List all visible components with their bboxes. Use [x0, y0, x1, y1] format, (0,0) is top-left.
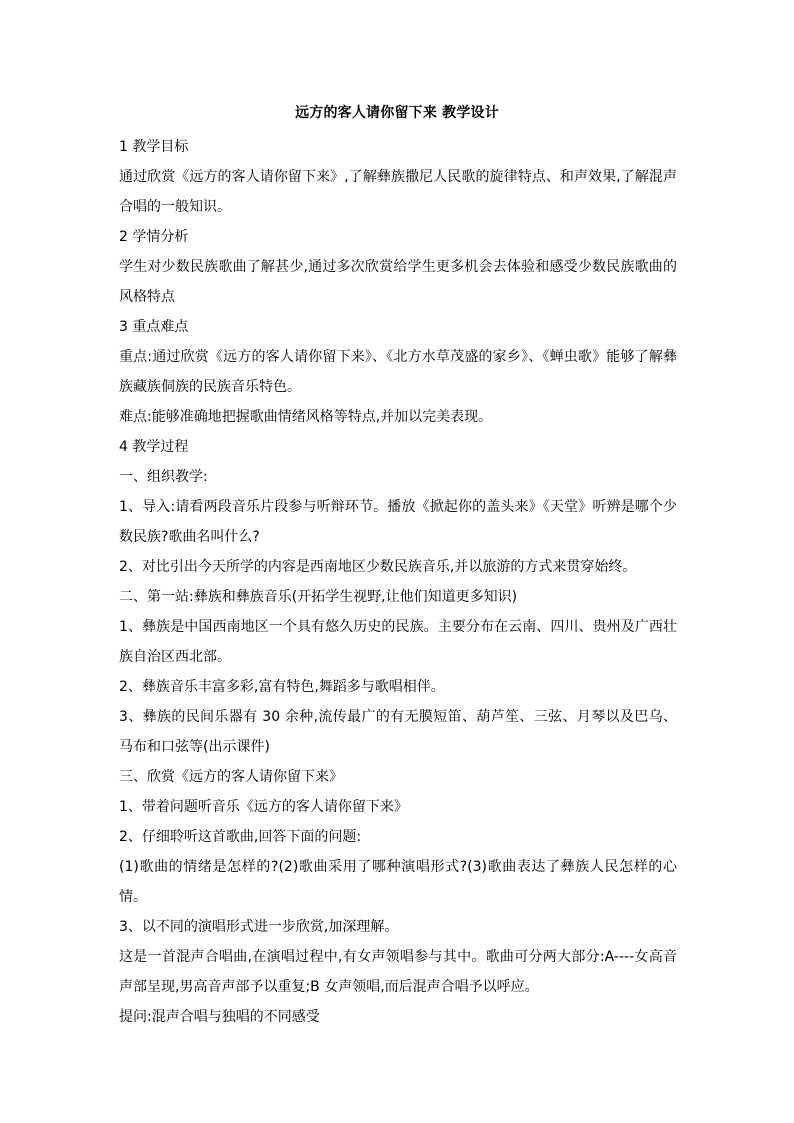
paragraph-questions: (1)歌曲的情绪是怎样的?(2)歌曲采用了哪种演唱形式?(3)歌曲表达了彝族人民怎样的心情。: [119, 859, 677, 905]
paragraph-listen-with-questions: 1、带着问题听音乐《远方的客人请你留下来》: [119, 799, 408, 815]
section-appreciation: 三、欣赏《远方的客人请你留下来》: [119, 769, 343, 785]
paragraph-teaching-goals: 通过欣赏《远方的客人请你留下来》,了解彝族撒尼人民歌的旋律特点、和声效果,了解混声合唱的一般知识。: [119, 169, 677, 215]
paragraph-difficulties: 难点:能够准确地把握歌曲情绪风格等特点,并加以完美表现。: [119, 409, 493, 425]
paragraph-key-points: 重点:通过欣赏《远方的客人请你留下来》、《北方水草茂盛的家乡》、《蝉虫歌》能够了解彝族藏族侗族的民族音乐特色。: [119, 349, 677, 395]
section-organize-teaching: 一、组织教学:: [119, 469, 208, 485]
heading-key-difficulties: 3 重点难点: [119, 319, 189, 335]
paragraph-yi-people: 1、彝族是中国西南地区一个具有悠久历史的民族。主要分布在云南、四川、贵州及广西壮族自治区西北部。: [119, 619, 677, 665]
paragraph-yi-music: 2、彝族音乐丰富多彩,富有特色,舞蹈多与歌唱相伴。: [119, 679, 445, 695]
paragraph-different-forms: 3、以不同的演唱形式进一步欣赏,加深理解。: [119, 919, 399, 935]
paragraph-comparison: 2、对比引出今天所学的内容是西南地区少数民族音乐,并以旅游的方式来贯穿始终。: [119, 559, 637, 575]
paragraph-listen-carefully: 2、仔细聆听这首歌曲,回答下面的问题:: [119, 829, 362, 845]
paragraph-yi-instruments: 3、彝族的民间乐器有 30 余种,流传最广的有无膜短笛、葫芦笙、三弦、月琴以及巴乌、马布和口弦等(出示课件): [119, 709, 677, 755]
heading-teaching-process: 4 教学过程: [119, 439, 189, 455]
heading-teaching-goals: 1 教学目标: [119, 139, 189, 155]
heading-student-analysis: 2 学情分析: [119, 229, 189, 245]
paragraph-student-analysis: 学生对少数民族歌曲了解甚少,通过多次欣赏给学生更多机会去体验和感受少数民族歌曲的风格特点: [119, 259, 677, 305]
paragraph-question-prompt: 提问:混声合唱与独唱的不同感受: [119, 1009, 320, 1025]
document-title: 远方的客人请你留下来 教学设计: [295, 105, 499, 121]
paragraph-introduction: 1、导入:请看两段音乐片段参与听辩环节。播放《掀起你的盖头来》《天堂》听辨是哪个少数民族?歌曲名叫什么?: [119, 499, 677, 545]
section-first-stop: 二、第一站:彝族和彝族音乐(开拓学生视野,让他们知道更多知识): [119, 589, 518, 605]
document-body: [119, 132, 677, 1032]
paragraph-chorus-description: 这是一首混声合唱曲,在演唱过程中,有女声领唱参与其中。歌曲可分两大部分:A----女高音声部呈现,男高音声部予以重复;B 女声领唱,而后混声合唱予以呼应。: [119, 949, 677, 995]
